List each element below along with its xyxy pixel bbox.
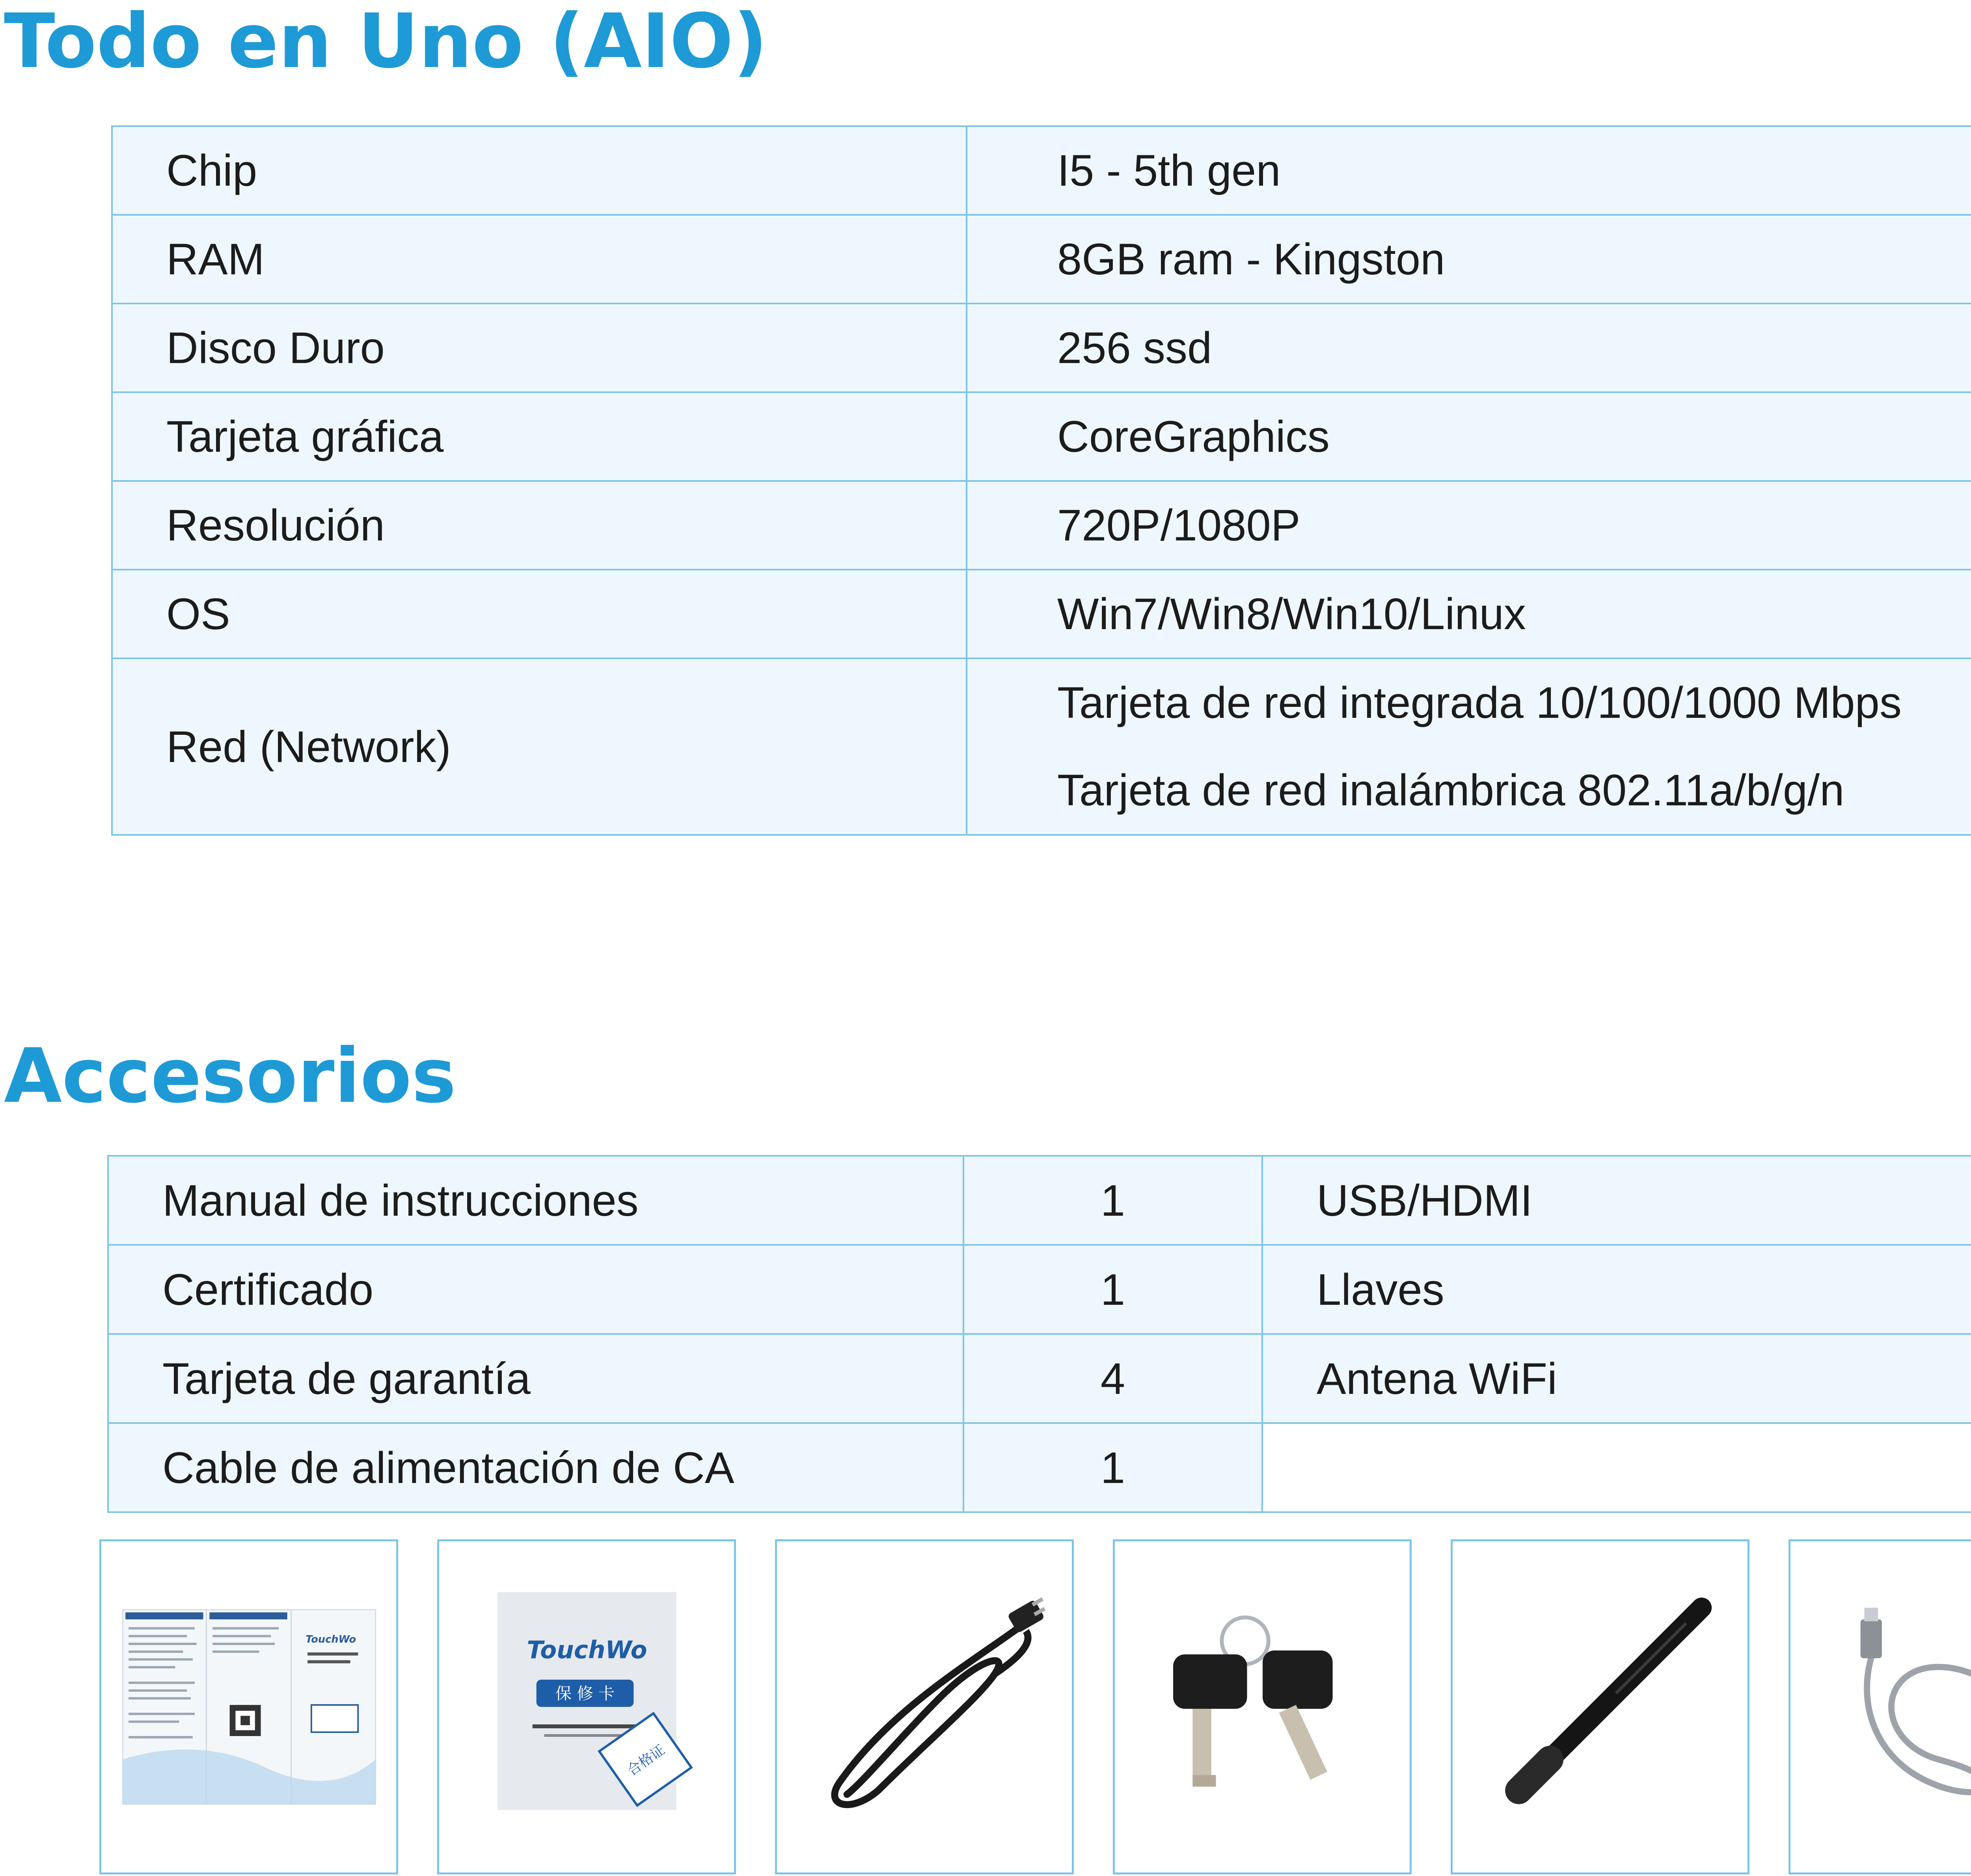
usb-cable-photo xyxy=(1788,1539,1971,1874)
usb-cable-image xyxy=(1790,1541,1971,1872)
specs-row xyxy=(112,392,1971,481)
accessories-title: Accesorios xyxy=(4,1032,456,1120)
specs-row xyxy=(112,658,1971,835)
spec-label: OS xyxy=(112,570,967,658)
keys-photo xyxy=(1113,1539,1412,1874)
specs-row xyxy=(112,304,1971,392)
manual-image xyxy=(101,1541,396,1872)
spec-value-line: Tarjeta de red integrada 10/100/1000 Mbps xyxy=(1057,678,1902,727)
spec-value: Win7/Win8/Win10/Linux xyxy=(967,570,1971,658)
accessory-name: Llaves xyxy=(1262,1245,1971,1334)
warranty-label-text: 保 修 卡 xyxy=(555,1684,615,1703)
spec-value: 8GB ram - Kingston xyxy=(967,215,1971,304)
warranty-card-image xyxy=(439,1541,734,1872)
spec-value-line: Tarjeta de red inalámbrica 802.11a/b/g/n xyxy=(1057,766,1844,815)
specs-title: Todo en Uno (AIO) xyxy=(4,0,768,85)
antenna-photo xyxy=(1451,1539,1749,1874)
spec-label: Resolución xyxy=(112,481,967,570)
accessory-qty: 1 xyxy=(963,1156,1262,1245)
specs-row xyxy=(112,481,1971,570)
manual-brand-text: TouchWo xyxy=(306,1634,356,1646)
power-cable-image xyxy=(777,1541,1072,1872)
spec-label: Tarjeta gráfica xyxy=(112,392,967,481)
accessory-name: Tarjeta de garantía xyxy=(108,1334,963,1423)
specs-row xyxy=(112,126,1971,215)
spec-label: Red (Network) xyxy=(112,658,967,835)
accessory-name: USB/HDMI xyxy=(1262,1156,1971,1245)
spec-value: 256 ssd xyxy=(967,304,1971,392)
accessory-row xyxy=(108,1156,1971,1245)
antenna-image xyxy=(1453,1541,1747,1872)
accessory-row xyxy=(108,1245,1971,1334)
warranty-card-photo xyxy=(437,1539,736,1874)
certificate-text: 合格证 xyxy=(624,1742,668,1779)
spec-value: I5 - 5th gen xyxy=(967,126,1971,215)
accessory-photo-gallery xyxy=(99,1539,1971,1874)
spec-value: 720P/1080P xyxy=(967,481,1971,570)
accessory-row xyxy=(108,1334,1971,1423)
power-cable-photo xyxy=(775,1539,1074,1874)
accessory-qty: 4 xyxy=(963,1334,1262,1423)
specs-table xyxy=(111,125,1971,836)
specs-row xyxy=(112,570,1971,658)
keys-image xyxy=(1115,1541,1410,1872)
accessory-qty: 1 xyxy=(963,1245,1262,1334)
spec-value: CoreGraphics xyxy=(967,392,1971,481)
accessory-name: Antena WiFi xyxy=(1262,1334,1971,1423)
specs-row xyxy=(112,215,1971,304)
empty-cell xyxy=(1262,1423,1971,1512)
spec-label: Disco Duro xyxy=(112,304,967,392)
accessory-name: Cable de alimentación de CA xyxy=(108,1423,963,1512)
manual-photo xyxy=(99,1539,398,1874)
accessory-row xyxy=(108,1423,1971,1512)
accessories-table xyxy=(107,1155,1971,1513)
warranty-brand-text: TouchWo xyxy=(527,1636,647,1664)
accessory-name: Manual de instrucciones xyxy=(108,1156,963,1245)
spec-value xyxy=(967,658,1971,835)
spec-label: Chip xyxy=(112,126,967,215)
accessory-name: Certificado xyxy=(108,1245,963,1334)
spec-label: RAM xyxy=(112,215,967,304)
accessory-qty: 1 xyxy=(963,1423,1262,1512)
